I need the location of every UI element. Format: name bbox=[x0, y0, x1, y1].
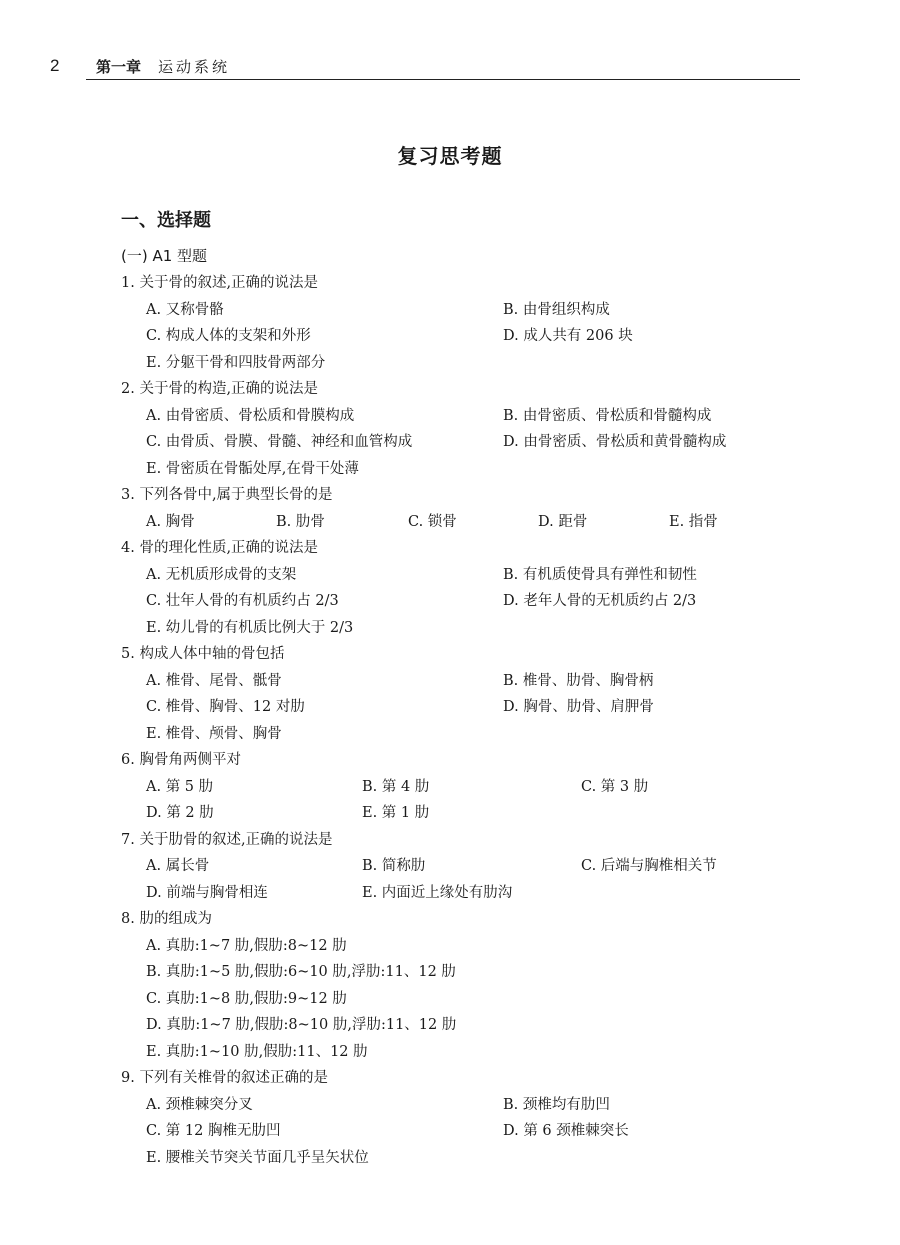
option-e: E. 指骨 bbox=[669, 513, 718, 530]
option-a: A. 胸骨 bbox=[146, 513, 195, 530]
stem-text: 1. 关于骨的叙述,正确的说法是 bbox=[121, 275, 319, 291]
option-row bbox=[0, 429, 900, 456]
option-b: B. 真肋:1~5 肋,假肋:6~10 肋,浮肋:11、12 肋 bbox=[146, 964, 456, 980]
option-row bbox=[0, 615, 900, 642]
option-row bbox=[0, 456, 900, 483]
question-stem bbox=[0, 641, 900, 668]
option-c: C. 椎骨、胸骨、12 对肋 bbox=[146, 699, 305, 715]
option-row bbox=[0, 403, 900, 430]
stem-text: 3. 下列各骨中,属于典型长骨的是 bbox=[121, 487, 333, 503]
option-row bbox=[0, 1118, 900, 1145]
option-row bbox=[0, 721, 900, 748]
option-row bbox=[0, 880, 900, 907]
option-row bbox=[0, 959, 900, 986]
option-e: E. 内面近上缘处有肋沟 bbox=[362, 884, 513, 901]
option-row bbox=[0, 800, 900, 827]
option-row bbox=[0, 853, 900, 880]
option-a: A. 第 5 肋 bbox=[146, 778, 214, 795]
option-e: E. 骨密质在骨骺处厚,在骨干处薄 bbox=[146, 460, 359, 477]
option-b: B. 颈椎均有肋凹 bbox=[503, 1096, 610, 1113]
question-stem bbox=[0, 747, 900, 774]
header-rule bbox=[86, 79, 800, 80]
option-d: D. 老年人骨的无机质约占 2/3 bbox=[503, 593, 697, 609]
subsection-heading: (一) A1 型题 bbox=[121, 247, 208, 265]
option-row bbox=[0, 1012, 900, 1039]
option-e: E. 第 1 肋 bbox=[362, 805, 430, 821]
option-row bbox=[0, 774, 900, 801]
option-d: D. 真肋:1~7 肋,假肋:8~10 肋,浮肋:11、12 肋 bbox=[146, 1017, 457, 1033]
option-row bbox=[0, 562, 900, 589]
question-stem bbox=[0, 270, 900, 297]
stem-text: 8. 肋的组成为 bbox=[121, 911, 212, 927]
question-stem bbox=[0, 535, 900, 562]
option-d: D. 第 2 肋 bbox=[146, 805, 214, 821]
option-b: B. 第 4 肋 bbox=[362, 778, 430, 795]
question-list bbox=[0, 270, 900, 1171]
option-e: E. 幼儿骨的有机质比例大于 2/3 bbox=[146, 619, 354, 636]
option-d: D. 由骨密质、骨松质和黄骨髓构成 bbox=[503, 434, 727, 450]
option-a: A. 真肋:1~7 肋,假肋:8~12 肋 bbox=[146, 937, 347, 954]
option-e: E. 真肋:1~10 肋,假肋:11、12 肋 bbox=[146, 1043, 368, 1060]
option-row bbox=[0, 588, 900, 615]
question-stem bbox=[0, 376, 900, 403]
question-stem bbox=[0, 827, 900, 854]
option-a: A. 椎骨、尾骨、骶骨 bbox=[146, 672, 282, 689]
option-row bbox=[0, 668, 900, 695]
option-a: A. 属长骨 bbox=[146, 858, 210, 874]
question-stem bbox=[0, 906, 900, 933]
option-e: E. 椎骨、颅骨、胸骨 bbox=[146, 725, 282, 742]
option-row bbox=[0, 1145, 900, 1172]
page-number: 2 bbox=[50, 56, 60, 75]
option-row bbox=[0, 694, 900, 721]
option-c: C. 由骨质、骨膜、骨髓、神经和血管构成 bbox=[146, 434, 413, 450]
option-c: C. 壮年人骨的有机质约占 2/3 bbox=[146, 593, 339, 609]
option-row bbox=[0, 509, 900, 536]
option-a: A. 又称骨骼 bbox=[146, 301, 224, 318]
stem-text: 2. 关于骨的构造,正确的说法是 bbox=[121, 381, 319, 397]
option-b: B. 由骨密质、骨松质和骨髓构成 bbox=[503, 407, 712, 424]
option-b: B. 椎骨、肋骨、胸骨柄 bbox=[503, 672, 654, 689]
option-e: E. 分躯干骨和四肢骨两部分 bbox=[146, 354, 326, 371]
stem-text: 5. 构成人体中轴的骨包括 bbox=[121, 646, 285, 662]
question-stem bbox=[0, 482, 900, 509]
stem-text: 6. 胸骨角两侧平对 bbox=[121, 752, 241, 768]
option-d: D. 胸骨、肋骨、肩胛骨 bbox=[503, 699, 654, 715]
option-c: C. 真肋:1~8 肋,假肋:9~12 肋 bbox=[146, 990, 347, 1007]
option-row bbox=[0, 1039, 900, 1066]
chapter-title: 运动系统 bbox=[158, 58, 231, 76]
option-d: D. 前端与胸骨相连 bbox=[146, 884, 268, 901]
option-d: D. 距骨 bbox=[538, 513, 588, 530]
option-c: C. 构成人体的支架和外形 bbox=[146, 328, 311, 344]
option-c: C. 第 12 胸椎无肋凹 bbox=[146, 1123, 281, 1139]
option-a: A. 颈椎棘突分叉 bbox=[146, 1096, 253, 1113]
stem-text: 7. 关于肋骨的叙述,正确的说法是 bbox=[121, 831, 333, 848]
page-title: 复习思考题 bbox=[397, 144, 503, 168]
option-b: B. 肋骨 bbox=[276, 513, 325, 530]
option-row bbox=[0, 323, 900, 350]
option-c: C. 后端与胸椎相关节 bbox=[581, 858, 717, 874]
option-a: A. 无机质形成骨的支架 bbox=[146, 566, 297, 583]
option-b: B. 简称肋 bbox=[362, 858, 426, 874]
stem-text: 4. 骨的理化性质,正确的说法是 bbox=[121, 540, 319, 556]
stem-text: 9. 下列有关椎骨的叙述正确的是 bbox=[121, 1070, 328, 1086]
option-e: E. 腰椎关节突关节面几乎呈矢状位 bbox=[146, 1149, 369, 1166]
question-stem bbox=[0, 1065, 900, 1092]
section-heading: 一、选择题 bbox=[121, 210, 211, 231]
option-row bbox=[0, 297, 900, 324]
option-b: B. 有机质使骨具有弹性和韧性 bbox=[503, 566, 697, 583]
chapter-label: 第一章 bbox=[96, 58, 142, 76]
option-c: C. 锁骨 bbox=[408, 513, 457, 530]
option-c: C. 第 3 肋 bbox=[581, 778, 649, 795]
option-d: D. 第 6 颈椎棘突长 bbox=[503, 1123, 629, 1139]
option-b: B. 由骨组织构成 bbox=[503, 301, 610, 318]
option-row bbox=[0, 933, 900, 960]
option-row bbox=[0, 350, 900, 377]
option-d: D. 成人共有 206 块 bbox=[503, 328, 633, 344]
option-row bbox=[0, 986, 900, 1013]
option-row bbox=[0, 1092, 900, 1119]
option-a: A. 由骨密质、骨松质和骨膜构成 bbox=[146, 407, 355, 424]
